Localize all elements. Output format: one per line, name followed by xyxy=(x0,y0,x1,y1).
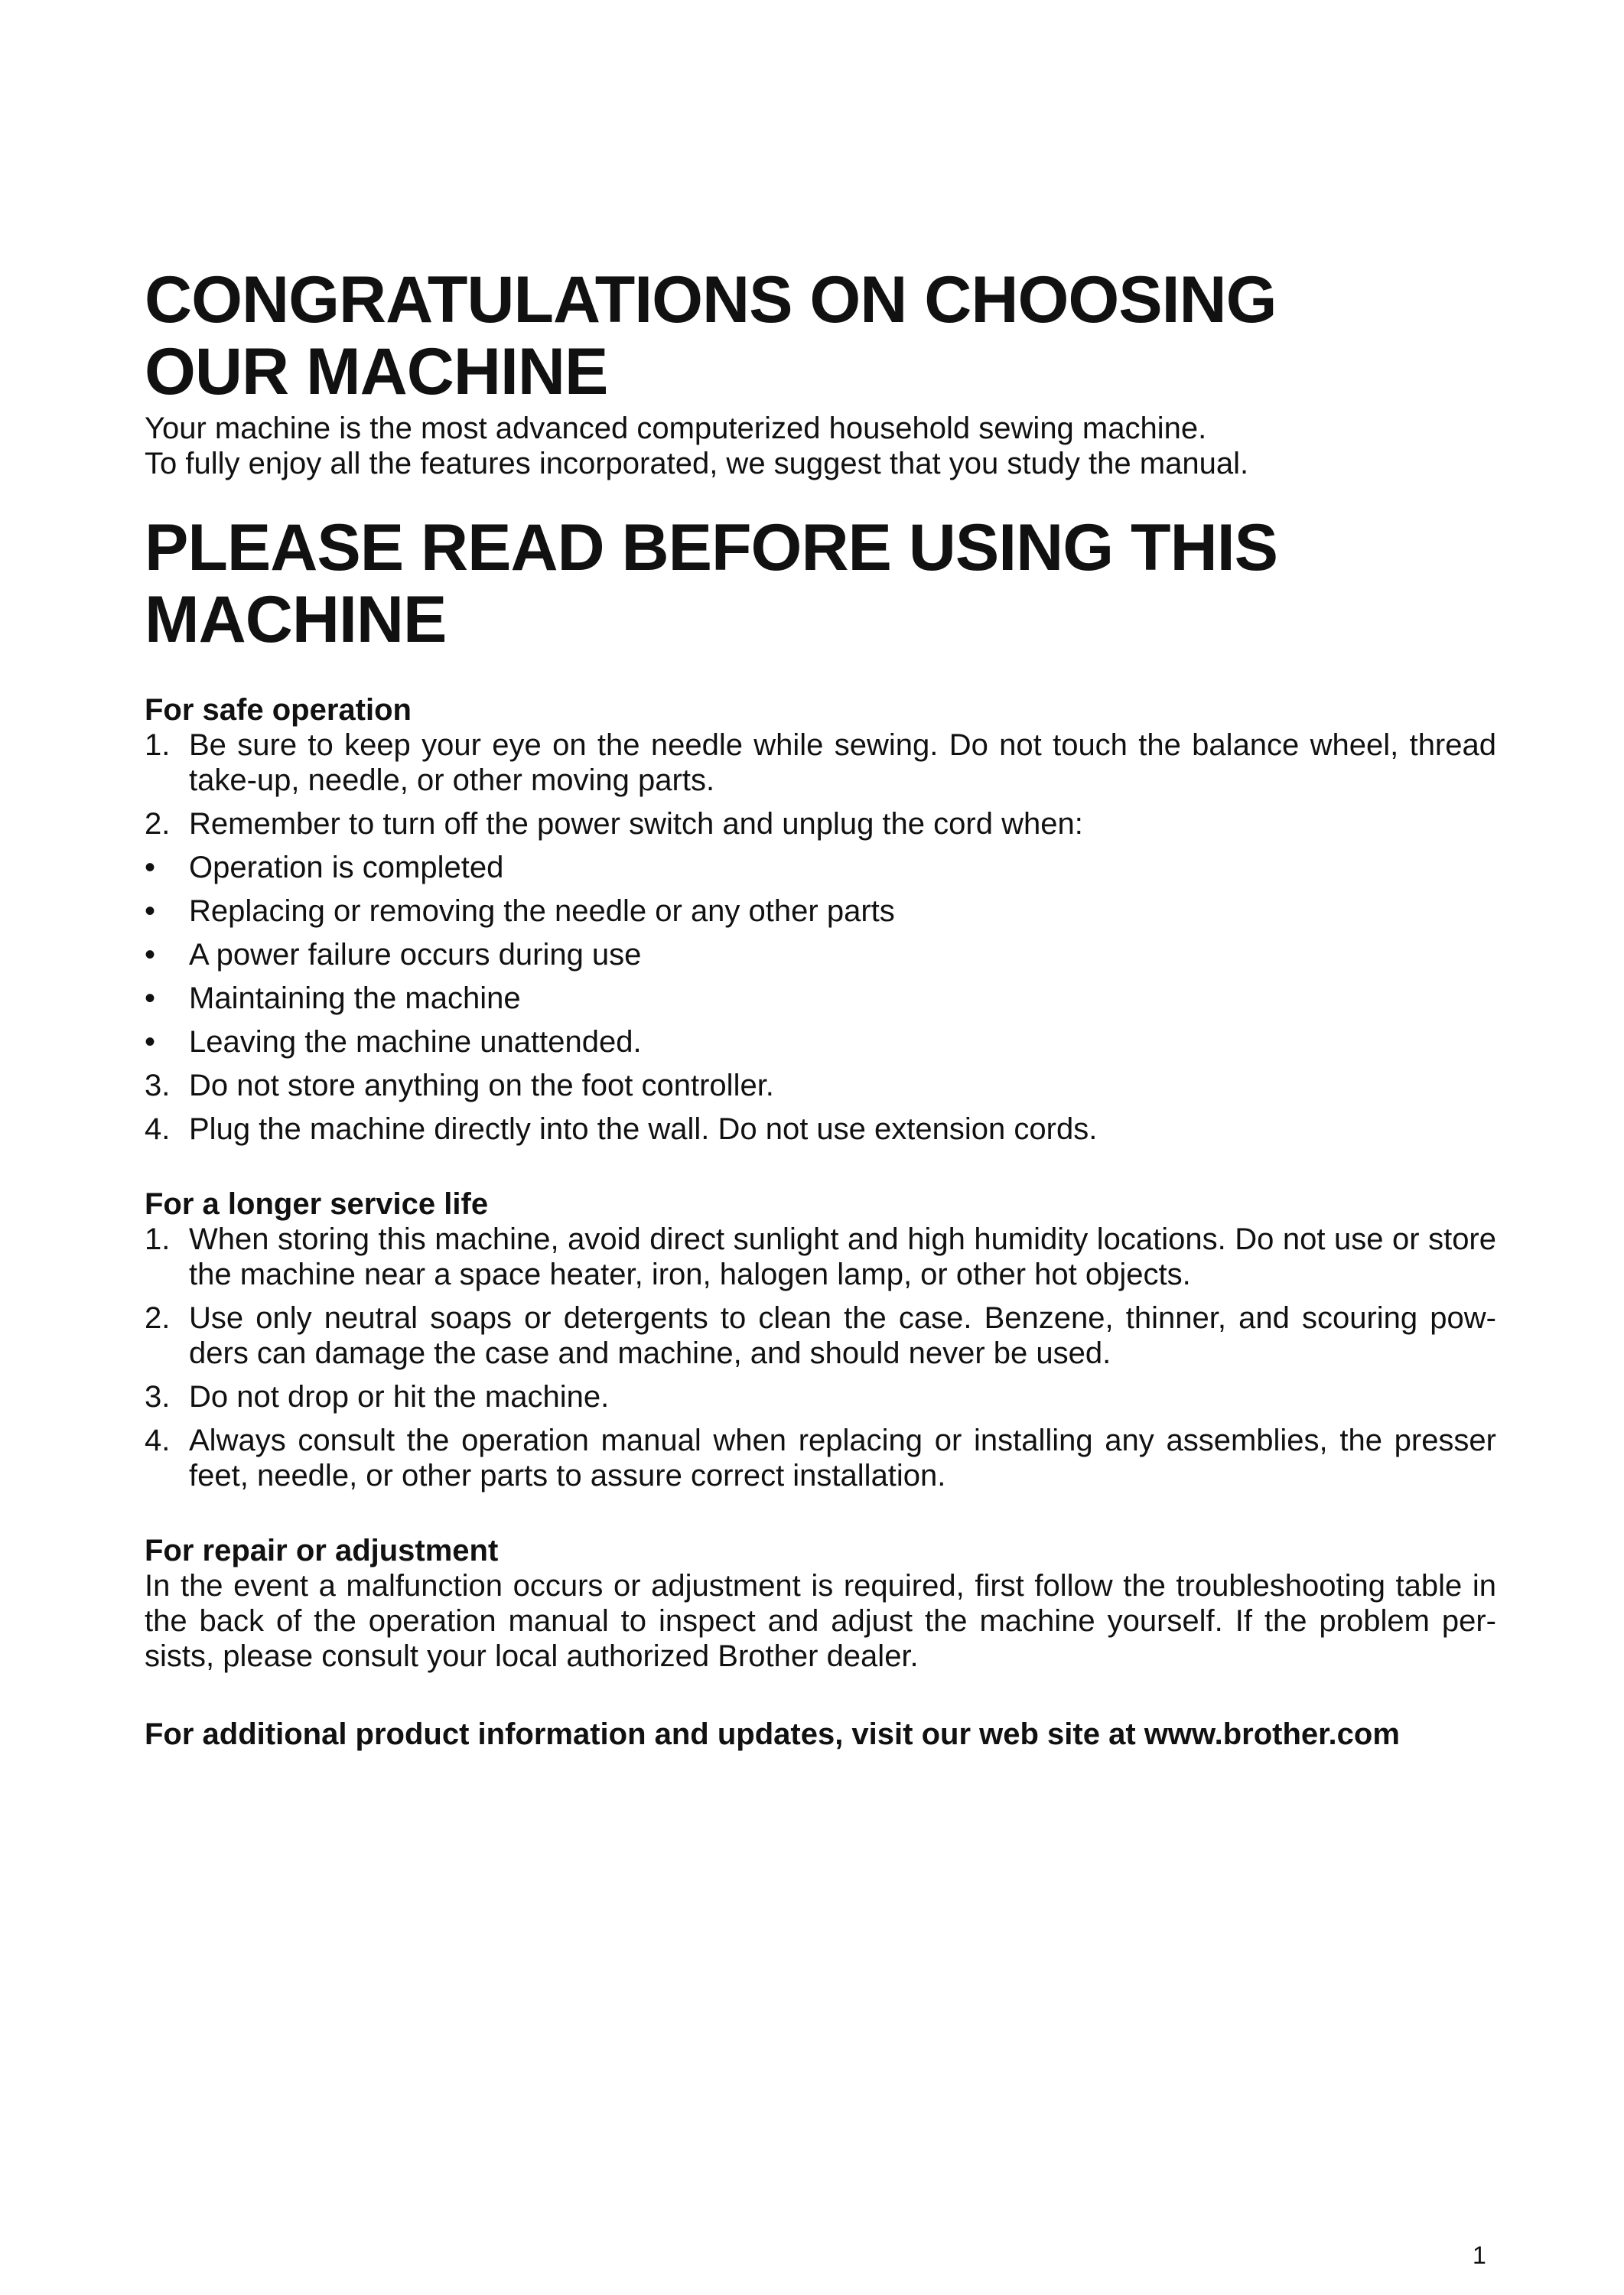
safe-operation-title: For safe operation xyxy=(145,693,412,727)
service-life-list xyxy=(145,1222,1496,1493)
list-item xyxy=(145,1379,1496,1414)
list-marker: 2. xyxy=(145,1301,171,1335)
list-item-text: Leaving the machine unattended. xyxy=(189,1025,642,1059)
intro-line-2: To fully enjoy all the features incorporated, we suggest that you study the manual. xyxy=(145,447,1249,480)
repair-paragraph: In the event a malfunction occurs or adjustment is required, first follow the troubleshooting table in the back of the operation manual to inspect and adjust the machine yourself. If the problem per-sists, please consult your local authorized Brother dealer. xyxy=(145,1569,1496,1673)
bullet-marker: • xyxy=(145,894,156,928)
list-item-text: Always consult the operation manual when replacing or installing any assemblies, the presser feet, needle, or other parts to assure correct installation. xyxy=(189,1424,1496,1493)
intro-paragraph xyxy=(145,411,1496,481)
list-marker: 3. xyxy=(145,1069,171,1102)
page-content xyxy=(145,264,1496,1752)
list-item xyxy=(145,850,1496,885)
page-number: 1 xyxy=(1473,2241,1486,2269)
list-marker: 1. xyxy=(145,728,171,762)
list-item xyxy=(145,1423,1496,1493)
list-item xyxy=(145,1300,1496,1371)
bullet-marker: • xyxy=(145,938,156,972)
list-item-text: Replacing or removing the needle or any other parts xyxy=(189,894,895,928)
repair-title: For repair or adjustment xyxy=(145,1534,499,1567)
safe-operation-list xyxy=(145,728,1496,1147)
list-item-text: Do not store anything on the foot controller. xyxy=(189,1069,774,1102)
list-marker: 1. xyxy=(145,1222,171,1256)
list-item-text: Operation is completed xyxy=(189,851,504,884)
intro-line-1: Your machine is the most advanced computerized household sewing machine. xyxy=(145,412,1207,445)
list-item-text: Be sure to keep your eye on the needle while sewing. Do not touch the balance wheel, thread take-up, needle, or other moving parts. xyxy=(189,728,1496,797)
list-marker: 4. xyxy=(145,1424,171,1457)
list-item xyxy=(145,1112,1496,1147)
bullet-marker: • xyxy=(145,981,156,1015)
main-heading-line-2: OUR MACHINE xyxy=(145,335,608,409)
list-item-text: A power failure occurs during use xyxy=(189,938,642,972)
list-marker: 3. xyxy=(145,1380,171,1414)
main-heading-line-1: CONGRATULATIONS ON CHOOSING xyxy=(145,263,1277,337)
service-life-title: For a longer service life xyxy=(145,1187,489,1221)
list-item-text: Use only neutral soaps or detergents to clean the case. Benzene, thinner, and scouring pow-ders can damage the case and machine, and should never be used. xyxy=(189,1301,1496,1370)
list-item-text: Remember to turn off the power switch and unplug the cord when: xyxy=(189,807,1083,841)
list-item xyxy=(145,981,1496,1016)
warning-heading: PLEASE READ BEFORE USING THIS MACHINE xyxy=(145,511,1277,656)
main-heading xyxy=(145,264,1496,408)
list-item-text: When storing this machine, avoid direct sunlight and high humidity locations. Do not use or store the machine near a space heater, iron, halogen lamp, or other hot objects. xyxy=(189,1222,1496,1291)
list-item-text: Plug the machine directly into the wall. Do not use extension cords. xyxy=(189,1112,1098,1146)
bullet-marker: • xyxy=(145,1025,156,1059)
list-item xyxy=(145,806,1496,842)
list-item xyxy=(145,894,1496,929)
list-item xyxy=(145,1068,1496,1103)
list-item-text: Maintaining the machine xyxy=(189,981,521,1015)
list-marker: 4. xyxy=(145,1112,171,1146)
list-item-text: Do not drop or hit the machine. xyxy=(189,1380,610,1414)
list-item xyxy=(145,937,1496,972)
list-marker: 2. xyxy=(145,807,171,841)
website-note: For additional product information and updates, visit our web site at www.brother.com xyxy=(145,1717,1400,1751)
list-item xyxy=(145,1024,1496,1060)
list-item xyxy=(145,728,1496,798)
bullet-marker: • xyxy=(145,851,156,884)
list-item xyxy=(145,1222,1496,1292)
